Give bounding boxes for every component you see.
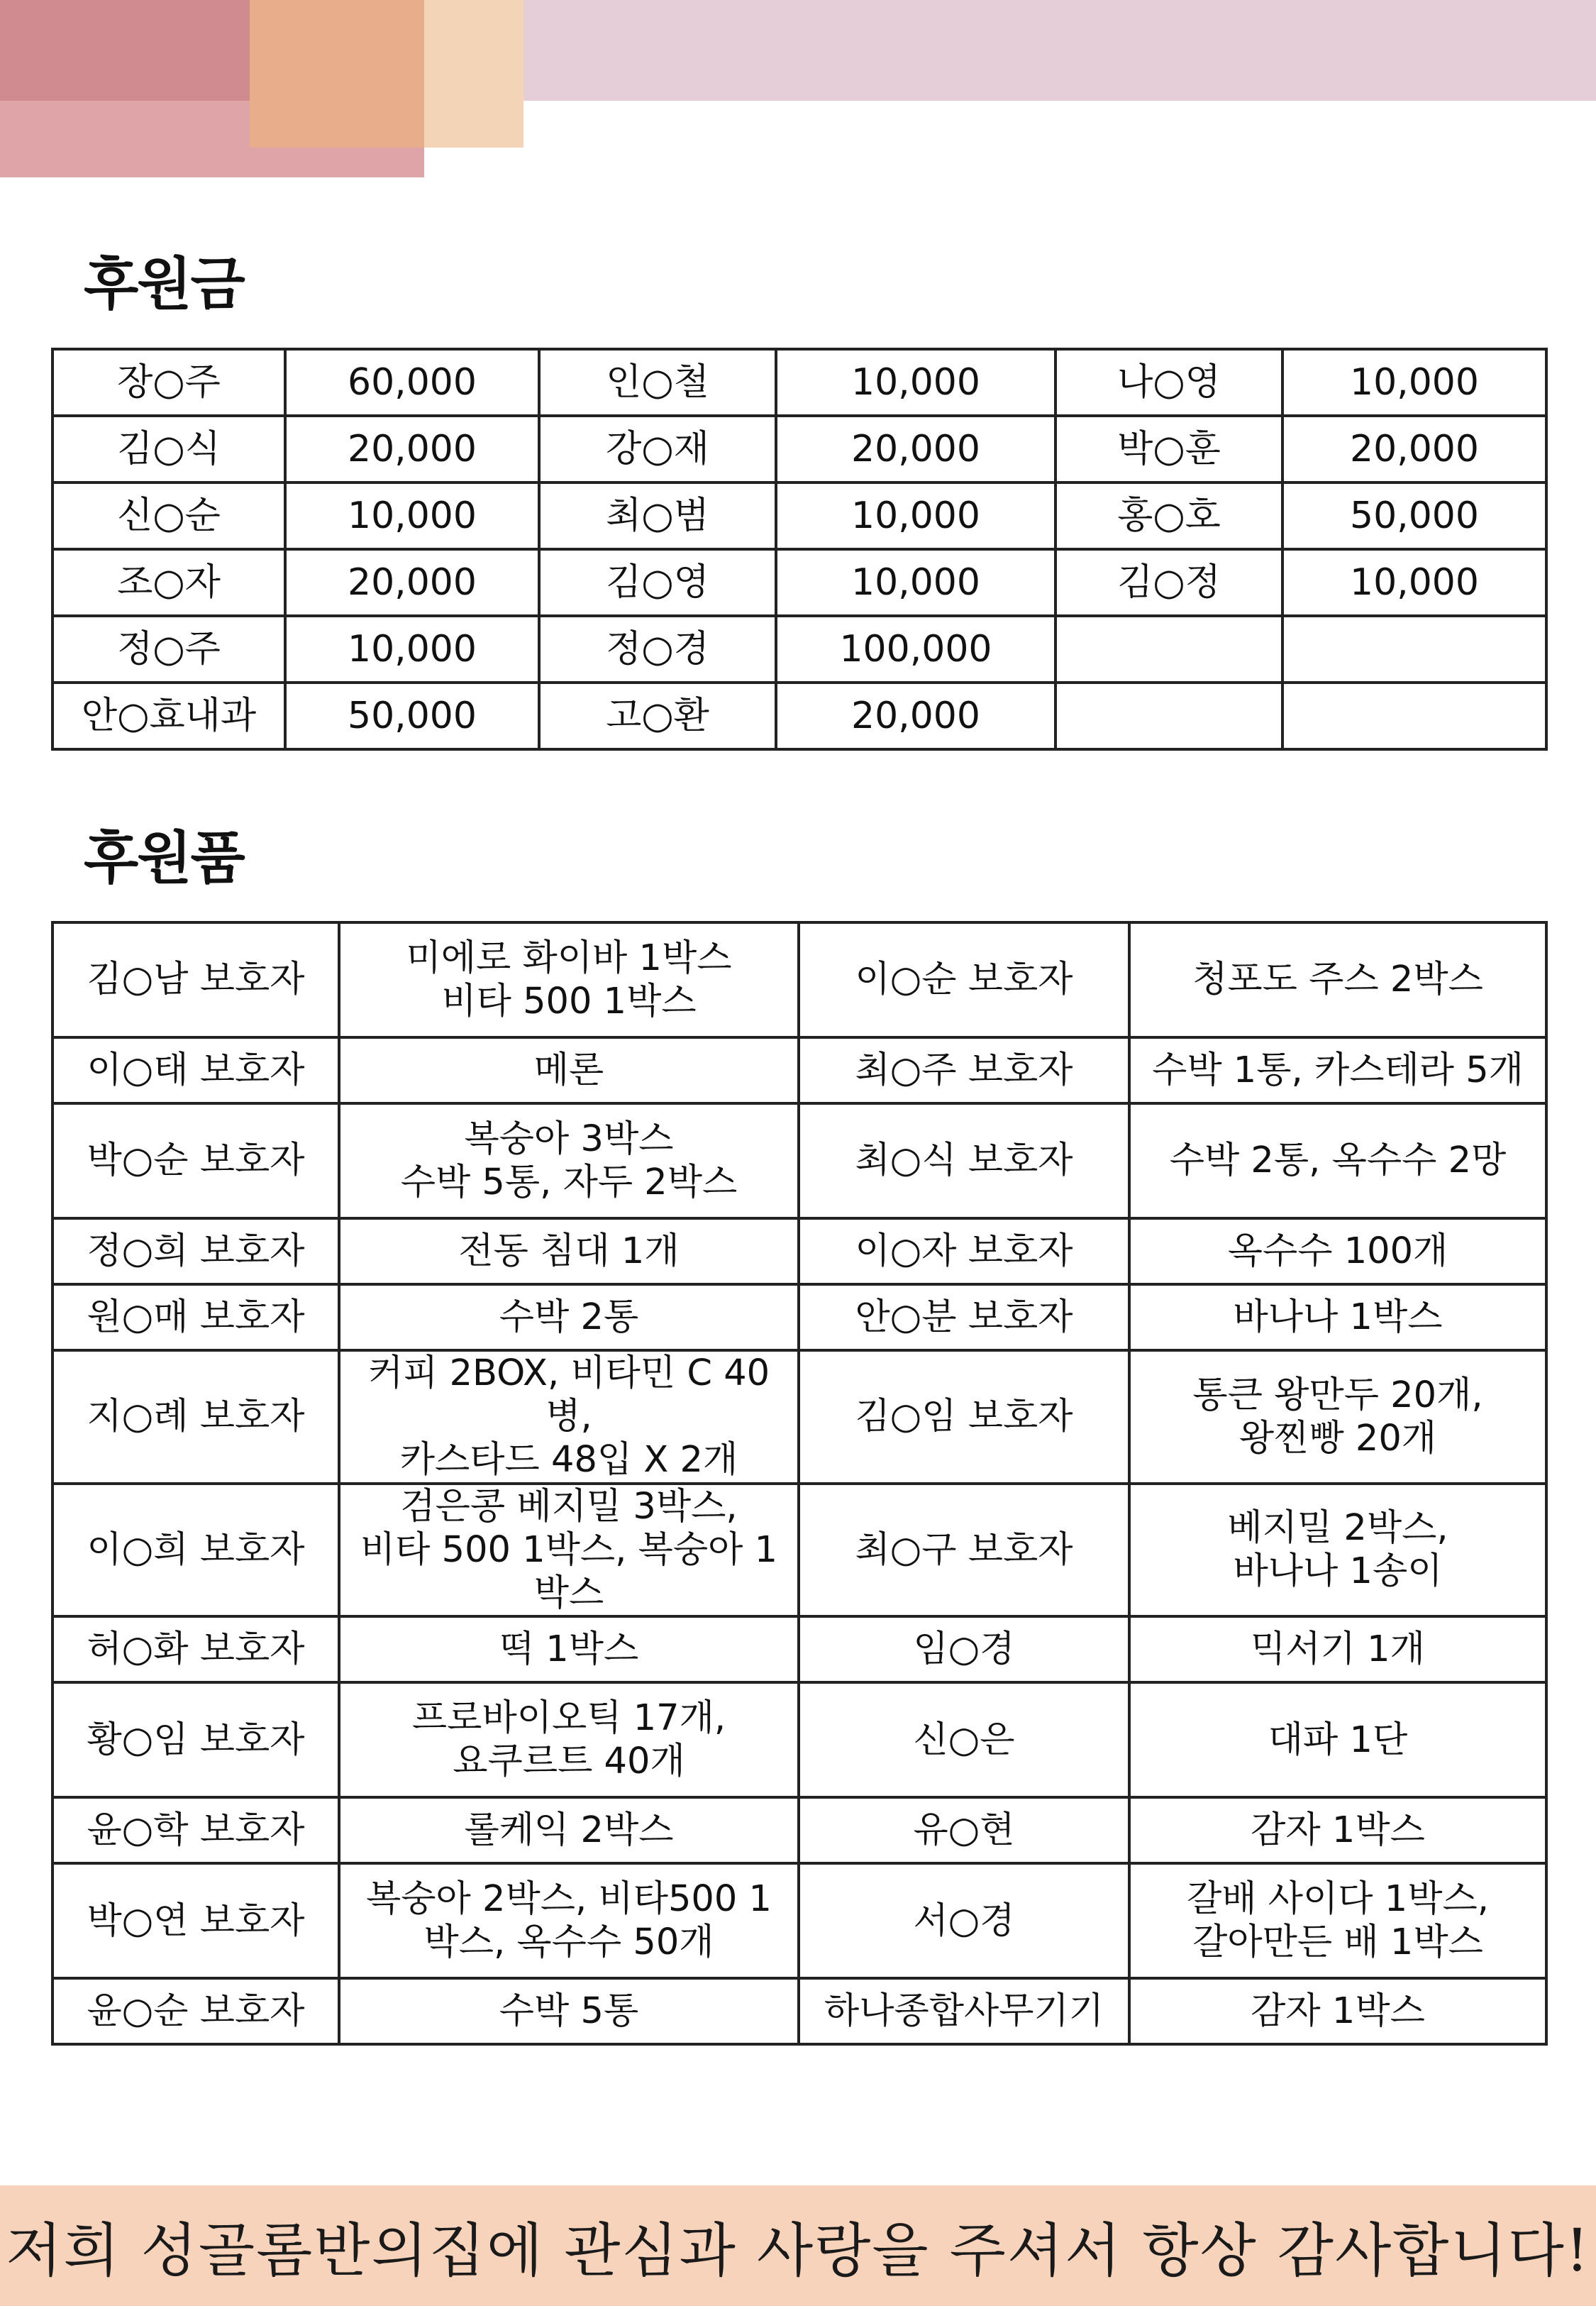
donated-item-cell: 믹서기 1개 (1129, 1616, 1546, 1682)
donor-name-cell: 최○식 보호자 (799, 1103, 1129, 1218)
donor-name-cell: 정○경 (539, 616, 776, 683)
donated-item-cell: 프로바이오틱 17개, 요쿠르트 40개 (339, 1682, 799, 1797)
donation-goods-table (51, 921, 1548, 2046)
donated-item-cell: 감자 1박스 (1129, 1978, 1546, 2044)
donor-name-cell: 김○임 보호자 (799, 1350, 1129, 1484)
donation-amount-cell: 10,000 (776, 482, 1055, 549)
donation-amount-cell: 50,000 (285, 683, 539, 749)
donation-amount-cell: 100,000 (776, 616, 1055, 683)
donor-name-cell: 박○순 보호자 (52, 1103, 339, 1218)
table-row (52, 549, 1546, 616)
donated-item-cell: 복숭아 3박스 수박 5통, 자두 2박스 (339, 1103, 799, 1218)
donated-item-cell: 미에로 화이바 1박스 비타 500 1박스 (339, 922, 799, 1037)
table-row (52, 349, 1546, 416)
donor-name-cell: 이○희 보호자 (52, 1484, 339, 1617)
donated-item-cell: 통큰 왕만두 20개, 왕찐빵 20개 (1129, 1350, 1546, 1484)
donation-amount-cell (1282, 616, 1546, 683)
table-row (52, 1284, 1546, 1350)
donor-name-cell: 김○영 (539, 549, 776, 616)
donated-item-cell: 베지밀 2박스, 바나나 1송이 (1129, 1484, 1546, 1617)
donor-name-cell: 강○재 (539, 416, 776, 482)
donor-name-cell: 최○구 보호자 (799, 1484, 1129, 1617)
donor-name-cell: 이○자 보호자 (799, 1218, 1129, 1284)
donor-name-cell: 황○임 보호자 (52, 1682, 339, 1797)
donation-amount-cell: 20,000 (285, 416, 539, 482)
donated-item-cell: 청포도 주스 2박스 (1129, 922, 1546, 1037)
donor-name-cell: 정○희 보호자 (52, 1218, 339, 1284)
donated-item-cell: 수박 5통 (339, 1978, 799, 2044)
footer-message: 저희 성골롬반의집에 관심과 사랑을 주셔서 항상 감사합니다! (6, 2217, 1590, 2285)
donation-goods-title: 후원품 (84, 825, 244, 891)
donor-name-cell: 인○철 (539, 349, 776, 416)
donated-item-cell: 복숭아 2박스, 비타500 1 박스, 옥수수 50개 (339, 1863, 799, 1978)
donated-item-cell: 메론 (339, 1037, 799, 1103)
donated-item-cell: 감자 1박스 (1129, 1797, 1546, 1863)
donor-name-cell: 장○주 (52, 349, 285, 416)
donated-item-cell: 대파 1단 (1129, 1682, 1546, 1797)
donation-amount-cell: 10,000 (285, 482, 539, 549)
donation-amount-cell (1282, 683, 1546, 749)
table-row (52, 416, 1546, 482)
donation-amount-cell: 50,000 (1282, 482, 1546, 549)
donor-name-cell: 이○태 보호자 (52, 1037, 339, 1103)
table-row (52, 922, 1546, 1037)
header-decoration (250, 0, 424, 148)
table-row (52, 1616, 1546, 1682)
table-row (52, 482, 1546, 549)
table-row (52, 1484, 1546, 1617)
footer-banner (0, 2185, 1596, 2306)
donor-name-cell: 신○순 (52, 482, 285, 549)
donor-name-cell: 김○남 보호자 (52, 922, 339, 1037)
header-decoration (0, 0, 250, 101)
donor-name-cell: 박○연 보호자 (52, 1863, 339, 1978)
donor-name-cell: 이○순 보호자 (799, 922, 1129, 1037)
table-row (52, 1978, 1546, 2044)
donor-name-cell: 윤○순 보호자 (52, 1978, 339, 2044)
donor-name-cell (1055, 616, 1282, 683)
table-row (52, 1682, 1546, 1797)
donated-item-cell: 바나나 1박스 (1129, 1284, 1546, 1350)
donated-item-cell: 수박 2통, 옥수수 2망 (1129, 1103, 1546, 1218)
donor-name-cell: 김○식 (52, 416, 285, 482)
donor-name-cell: 최○범 (539, 482, 776, 549)
donation-money-table (51, 348, 1548, 751)
table-row (52, 616, 1546, 683)
donor-name-cell: 안○분 보호자 (799, 1284, 1129, 1350)
donor-name-cell: 안○효내과 (52, 683, 285, 749)
donation-amount-cell: 10,000 (1282, 549, 1546, 616)
donation-amount-cell: 10,000 (1282, 349, 1546, 416)
donated-item-cell: 수박 2통 (339, 1284, 799, 1350)
donation-amount-cell: 10,000 (776, 549, 1055, 616)
donated-item-cell: 갈배 사이다 1박스, 갈아만든 배 1박스 (1129, 1863, 1546, 1978)
table-row (52, 1103, 1546, 1218)
donation-amount-cell: 10,000 (776, 349, 1055, 416)
donor-name-cell: 유○현 (799, 1797, 1129, 1863)
donated-item-cell: 옥수수 100개 (1129, 1218, 1546, 1284)
donor-name-cell: 신○은 (799, 1682, 1129, 1797)
donor-name-cell: 지○례 보호자 (52, 1350, 339, 1484)
donated-item-cell: 검은콩 베지밀 3박스, 비타 500 1박스, 복숭아 1박스 (339, 1484, 799, 1617)
donated-item-cell: 떡 1박스 (339, 1616, 799, 1682)
table-row (52, 1797, 1546, 1863)
donor-name-cell: 홍○호 (1055, 482, 1282, 549)
donation-amount-cell: 10,000 (285, 616, 539, 683)
donated-item-cell: 수박 1통, 카스테라 5개 (1129, 1037, 1546, 1103)
donor-name-cell: 임○경 (799, 1616, 1129, 1682)
donated-item-cell: 롤케익 2박스 (339, 1797, 799, 1863)
donor-name-cell: 윤○학 보호자 (52, 1797, 339, 1863)
donor-name-cell: 하나종합사무기기 (799, 1978, 1129, 2044)
donor-name-cell: 정○주 (52, 616, 285, 683)
table-row (52, 1863, 1546, 1978)
table-row (52, 1037, 1546, 1103)
donor-name-cell (1055, 683, 1282, 749)
table-row (52, 683, 1546, 749)
donation-amount-cell: 20,000 (285, 549, 539, 616)
donor-name-cell: 조○자 (52, 549, 285, 616)
donor-name-cell: 나○영 (1055, 349, 1282, 416)
donor-name-cell: 고○환 (539, 683, 776, 749)
donated-item-cell: 커피 2BOX, 비타민 C 40병, 카스타드 48입 X 2개 (339, 1350, 799, 1484)
table-row (52, 1218, 1546, 1284)
donation-amount-cell: 20,000 (776, 416, 1055, 482)
donated-item-cell: 전동 침대 1개 (339, 1218, 799, 1284)
donation-money-title: 후원금 (84, 251, 244, 317)
donor-name-cell: 허○화 보호자 (52, 1616, 339, 1682)
table-row (52, 1350, 1546, 1484)
donor-name-cell: 서○경 (799, 1863, 1129, 1978)
donor-name-cell: 김○정 (1055, 549, 1282, 616)
donor-name-cell: 최○주 보호자 (799, 1037, 1129, 1103)
donor-name-cell: 박○훈 (1055, 416, 1282, 482)
donor-name-cell: 원○매 보호자 (52, 1284, 339, 1350)
donation-amount-cell: 60,000 (285, 349, 539, 416)
donation-amount-cell: 20,000 (1282, 416, 1546, 482)
donation-amount-cell: 20,000 (776, 683, 1055, 749)
